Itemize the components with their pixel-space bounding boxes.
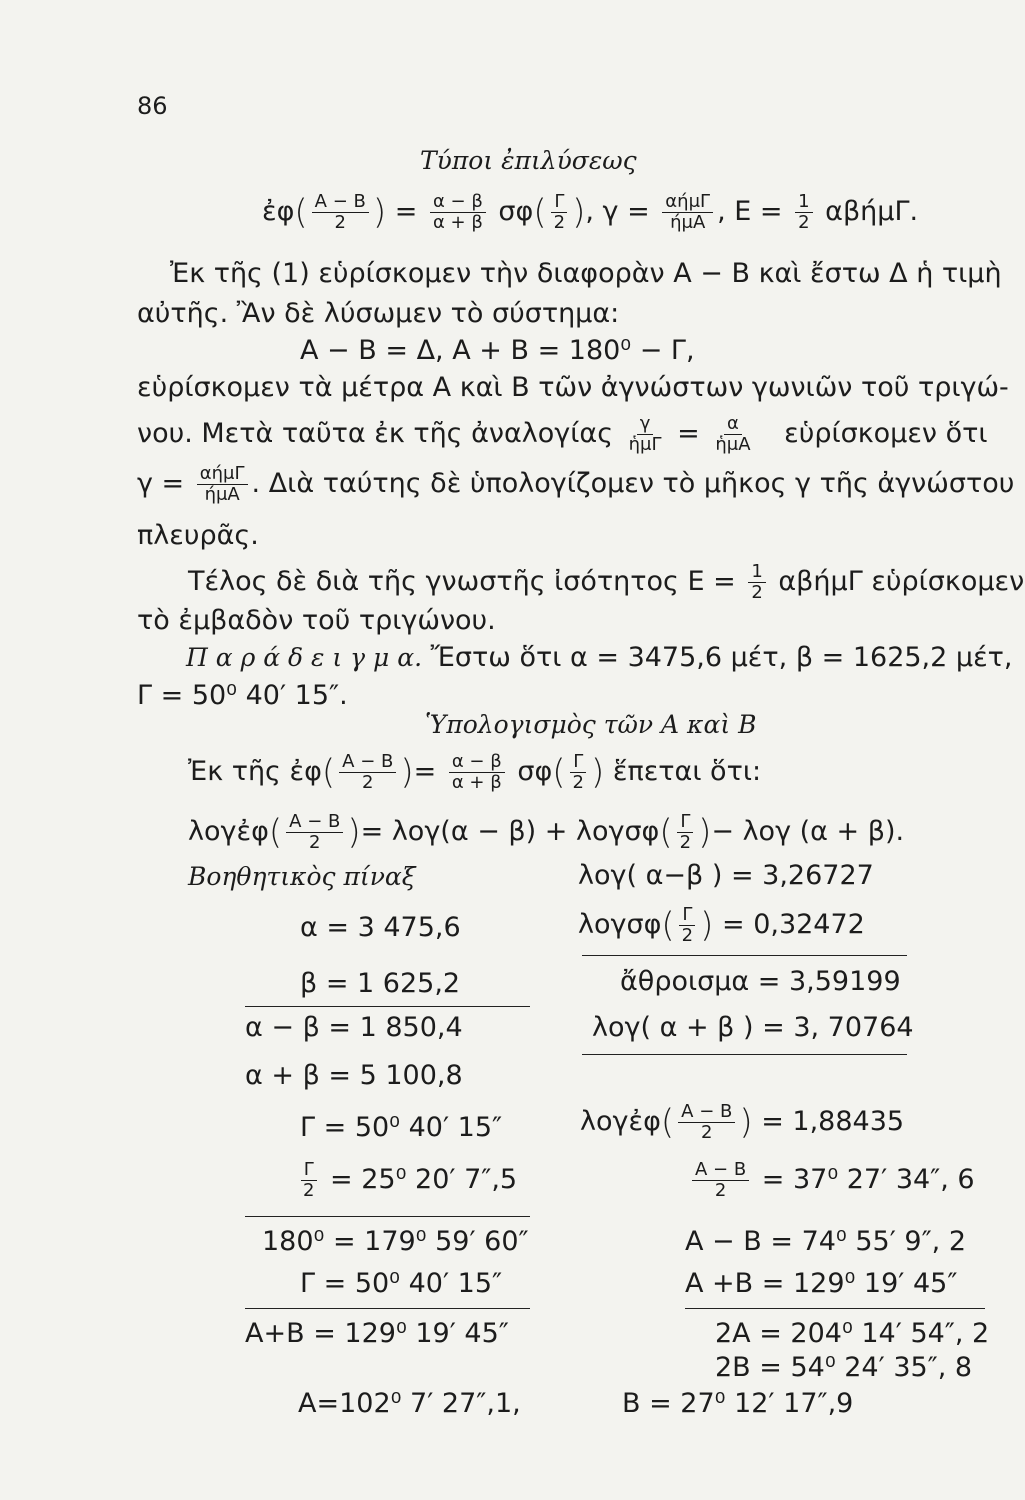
fraction: [197, 464, 248, 505]
frac-num: Α − Β: [312, 192, 369, 213]
frac-den: 2: [751, 582, 763, 603]
rule: [245, 1216, 530, 1217]
solution-formulas: [262, 192, 918, 233]
two-A: 2Α = 204⁰ 14′ 54″, 2: [715, 1318, 990, 1349]
text: σφ: [517, 756, 553, 787]
text: . Διὰ ταύτης δὲ ὑπολογίζομεν τὸ μῆκος γ τῆς ἀγνώστου: [251, 468, 1015, 499]
deg-180: 180⁰ = 179⁰ 59′ 60″: [262, 1226, 529, 1257]
half-amb: [692, 1160, 975, 1201]
frac-num: α − β: [449, 752, 505, 773]
paren: ): [572, 192, 586, 233]
example-line: Γ = 50⁰ 40′ 15″.: [137, 680, 348, 711]
paragraph-line: πλευρᾶς.: [137, 520, 259, 551]
frac-num: Α − Β: [339, 752, 396, 773]
frac-den: α + β: [432, 212, 483, 233]
final-A: Α=102⁰ 7′ 27″,1,: [298, 1388, 521, 1419]
fraction: [748, 562, 765, 603]
paren: (: [321, 752, 336, 793]
frac-den: ήμΑ: [204, 484, 240, 505]
frac-den: 2: [303, 1180, 315, 1201]
paragraph-line: [188, 562, 1024, 603]
alpha-minus-beta: α − β = 1 850,4: [245, 1012, 463, 1043]
paragraph-line: εὑρίσκομεν τὰ μέτρα Α καὶ Β τῶν ἀγνώστων γωνιῶν τοῦ τριγώ-: [137, 372, 1009, 403]
fraction: [677, 812, 694, 853]
frac-den: 2: [572, 772, 584, 793]
A-minus-B: Α − Β = 74⁰ 55′ 9″, 2: [685, 1226, 967, 1257]
fraction: [339, 752, 396, 793]
alpha-value: α = 3 475,6: [300, 912, 461, 943]
text: = 0,32472: [721, 909, 865, 940]
section-heading: Τύποι ἐπιλύσεως: [420, 146, 637, 175]
log-apb: λογ( α + β ) = 3, 70764: [592, 1012, 914, 1043]
example-label: Π α ρ ά δ ε ι γ μ α.: [186, 643, 423, 672]
paragraph-line: Ἐκ τῆς (1) εὑρίσκομεν τὴν διαφορὰν Α − Β καὶ ἔστω Δ ἡ τιμὴ: [170, 258, 1002, 289]
e-rest: αβήμΓ.: [825, 196, 919, 227]
rule: [685, 1308, 985, 1309]
frac-num: αήμΓ: [662, 192, 713, 213]
ef-text: ἐφ: [262, 196, 295, 227]
paren: (: [294, 192, 308, 233]
frac-den: ήμΑ: [670, 212, 706, 233]
frac-den: ἡμΓ: [628, 434, 662, 455]
frac-den: 2: [309, 832, 321, 853]
text: − λογ (α + β).: [711, 816, 905, 847]
fraction: [712, 414, 753, 455]
paren: (: [268, 812, 283, 853]
paren: (: [660, 1102, 675, 1143]
rule: [582, 955, 907, 956]
frac-den: 2: [701, 1122, 713, 1143]
half-gamma: [300, 1160, 517, 1201]
fraction: [662, 192, 713, 233]
rule: [582, 1054, 907, 1055]
paragraph-line: [137, 464, 1014, 505]
text: = λογ(α − β) + λογσφ: [360, 816, 660, 847]
paragraph-line: τὸ ἐμβαδὸν τοῦ τριγώνου.: [137, 605, 496, 636]
page-number: 86: [137, 92, 168, 120]
A-plus-B-right: Α +Β = 129⁰ 19′ 45″: [685, 1268, 958, 1299]
text: γ =: [137, 468, 185, 499]
text: Ἐκ τῆς ἐφ: [188, 756, 322, 787]
final-B: Β = 27⁰ 12′ 17″,9: [622, 1388, 854, 1419]
gamma-eq: , γ =: [585, 196, 650, 227]
text: λογσφ: [578, 909, 662, 940]
frac-den: 2: [681, 925, 694, 946]
fraction: [795, 192, 812, 233]
frac-num: Γ: [570, 752, 586, 773]
frac-den: 2: [553, 212, 566, 233]
rule: [245, 1006, 530, 1007]
aux-table-title: Βοηθητικὸς πίναξ: [188, 862, 416, 891]
frac-den: 2: [679, 832, 692, 853]
text: = 25⁰ 20′ 7″,5: [330, 1164, 518, 1195]
fraction: [430, 192, 486, 233]
paren: ): [372, 192, 387, 233]
text: = 37⁰ 27′ 34″, 6: [761, 1164, 975, 1195]
paren: (: [552, 752, 566, 793]
frac-den: α + β: [451, 772, 502, 793]
eq: =: [394, 196, 418, 227]
frac-num: γ: [637, 414, 654, 435]
frac-den: ἡμΑ: [715, 434, 751, 455]
text: νου. Μετὰ ταῦτα ἐκ τῆς ἀναλογίας: [137, 418, 614, 449]
fraction: [678, 1102, 735, 1143]
example-text: Ἔστω ὅτι α = 3475,6 μέτ, β = 1625,2 μέτ,: [430, 642, 1013, 673]
paren: (: [659, 812, 673, 853]
frac-num: 1: [795, 192, 812, 213]
text: εὑρίσκομεν ὅτι: [784, 418, 988, 449]
frac-den: 2: [798, 212, 810, 233]
log-sf: [578, 905, 865, 946]
frac-num: Γ: [301, 1160, 317, 1181]
text: αβήμΓ εὑρίσκομεν: [778, 566, 1025, 597]
paragraph-line: [137, 414, 988, 455]
frac-num: 1: [748, 562, 765, 583]
frac-num: αήμΓ: [197, 464, 248, 485]
paren: ): [700, 905, 714, 946]
e-eq: , Ε =: [717, 196, 783, 227]
paren: ): [400, 752, 414, 793]
system-equation: Α − Β = Δ, Α + Β = 180⁰ − Γ,: [300, 335, 695, 366]
paren: (: [533, 192, 547, 233]
frac-den: 2: [362, 772, 374, 793]
frac-num: Γ: [551, 192, 567, 213]
fraction: [449, 752, 505, 793]
text: ἕπεται ὅτι:: [612, 756, 762, 787]
gamma-value: Γ = 50⁰ 40′ 15″: [300, 1112, 503, 1143]
log-amb: λογ( α−β ) = 3,26727: [578, 860, 874, 891]
gamma-value-2: Γ = 50⁰ 40′ 15″: [300, 1268, 503, 1299]
equation-line: [188, 752, 761, 793]
beta-value: β = 1 625,2: [300, 968, 461, 999]
fraction: [286, 812, 343, 853]
paren: ): [698, 812, 712, 853]
fraction: [551, 192, 568, 233]
paren: (: [661, 905, 675, 946]
frac-num: Α − Β: [678, 1102, 735, 1123]
equation-line: [188, 812, 904, 853]
frac-den: 2: [714, 1180, 727, 1201]
text: λογἐφ: [580, 1106, 661, 1137]
subheading: Ὑπολογισμὸς τῶν Α καὶ Β: [425, 710, 757, 739]
frac-num: α: [724, 414, 742, 435]
text: = 1,88435: [761, 1106, 905, 1137]
fraction: [626, 414, 665, 455]
two-B: 2Β = 54⁰ 24′ 35″, 8: [715, 1352, 973, 1383]
text: λογἐφ: [188, 816, 269, 847]
frac-num: Γ: [677, 812, 693, 833]
paren: ): [590, 752, 605, 793]
frac-num: α − β: [430, 192, 486, 213]
paren: ): [347, 812, 361, 853]
frac-den: 2: [334, 212, 346, 233]
fraction: [312, 192, 369, 233]
A-plus-B-left: Α+Β = 129⁰ 19′ 45″: [245, 1318, 509, 1349]
fraction: [679, 905, 696, 946]
eq: =: [677, 418, 700, 449]
eq: =: [413, 756, 437, 787]
rule: [245, 1308, 530, 1309]
frac-num: Α − Β: [286, 812, 343, 833]
alpha-plus-beta: α + β = 5 100,8: [245, 1060, 463, 1091]
text: Τέλος δὲ διὰ τῆς γνωστῆς ἰσότητος Ε =: [188, 566, 736, 597]
fraction: [300, 1160, 317, 1201]
sum-value: ἄθροισμα = 3,59199: [620, 966, 901, 997]
frac-num: Α − Β: [692, 1160, 749, 1181]
example-line: [186, 642, 1013, 674]
frac-num: Γ: [679, 905, 695, 926]
paren: ): [739, 1102, 753, 1143]
fraction: [570, 752, 587, 793]
log-ef: [580, 1102, 904, 1143]
sf-text: σφ: [498, 196, 534, 227]
fraction: [692, 1160, 749, 1201]
paragraph-line: αὐτῆς. Ἂν δὲ λύσωμεν τὸ σύστημα:: [137, 298, 620, 329]
